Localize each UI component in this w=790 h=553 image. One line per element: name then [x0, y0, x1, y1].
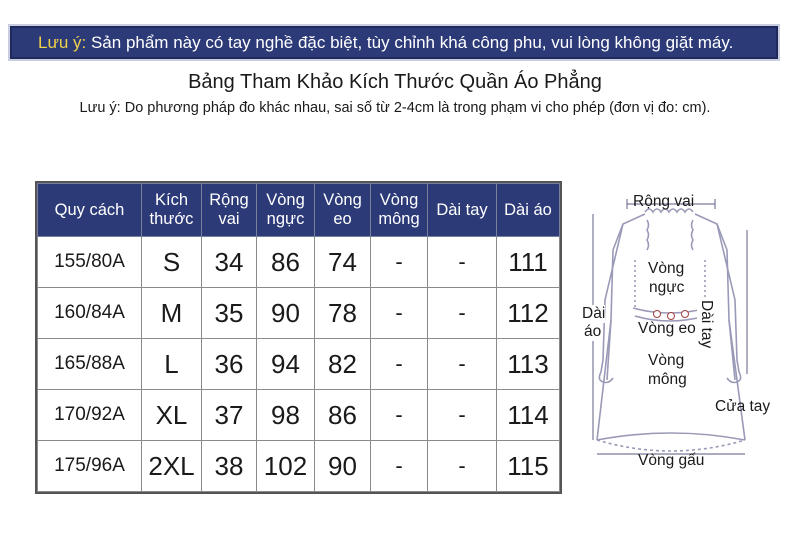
table-cell: 155/80A	[38, 237, 142, 288]
size-table	[37, 183, 560, 492]
header-cell: Vòng ngực	[257, 184, 315, 237]
label-chest-1: Vòng	[648, 260, 685, 277]
label-hip-1: Vòng	[648, 352, 685, 369]
table-cell: 38	[202, 441, 257, 492]
label-hem: Vòng gấu	[638, 452, 705, 469]
notice-banner	[10, 26, 778, 59]
table-cell: 102	[257, 441, 315, 492]
table-cell: 114	[497, 390, 560, 441]
table-cell: 170/92A	[38, 390, 142, 441]
table-cell: S	[142, 237, 202, 288]
label-length-1: Dài	[582, 305, 606, 322]
notice-text: Sản phẩm này có tay nghề đặc biệt, tùy chỉnh khá công phu, vui lòng không giặt máy.	[86, 32, 734, 52]
table-cell: 2XL	[142, 441, 202, 492]
label-sleeve: Dài tay	[698, 300, 715, 349]
table-cell: -	[428, 339, 497, 390]
page-title: Bảng Tham Khảo Kích Thước Quần Áo Phẳng	[188, 71, 602, 93]
table-cell: 37	[202, 390, 257, 441]
table-cell: 74	[315, 237, 371, 288]
garment-diagram	[575, 190, 790, 480]
table-header-row	[38, 184, 560, 237]
header-cell: Quy cách	[38, 184, 142, 237]
table-cell: M	[142, 288, 202, 339]
table-cell: 34	[202, 237, 257, 288]
table-cell: 175/96A	[38, 441, 142, 492]
table-cell: 165/88A	[38, 339, 142, 390]
header-cell: Dài tay	[428, 184, 497, 237]
table-cell: 111	[497, 237, 560, 288]
table-cell: 86	[257, 237, 315, 288]
header-cell: Vòng eo	[315, 184, 371, 237]
table-cell: 112	[497, 288, 560, 339]
table-cell: -	[371, 441, 428, 492]
notice-lead: Lưu ý:	[38, 32, 87, 52]
table-cell: -	[371, 390, 428, 441]
table-cell: 160/84A	[38, 288, 142, 339]
label-waist: Vòng eo	[638, 320, 696, 337]
label-chest-2: ngực	[649, 279, 685, 296]
table-cell: 78	[315, 288, 371, 339]
table-cell: 94	[257, 339, 315, 390]
label-hip-2: mông	[648, 371, 687, 388]
table-cell: 98	[257, 390, 315, 441]
header-cell: Dài áo	[497, 184, 560, 237]
table-cell: 82	[315, 339, 371, 390]
table-row	[38, 288, 560, 339]
table-cell: 90	[315, 441, 371, 492]
page-subtitle: Lưu ý: Do phương pháp đo khác nhau, sai số từ 2-4cm là trong phạm vi cho phép (đơn vị đo: cm).	[79, 100, 711, 116]
table-cell: XL	[142, 390, 202, 441]
table-cell: 90	[257, 288, 315, 339]
table-row	[38, 339, 560, 390]
table-cell: -	[371, 339, 428, 390]
table-cell: -	[428, 390, 497, 441]
table-cell: 36	[202, 339, 257, 390]
header-cell: Rộng vai	[202, 184, 257, 237]
table-cell: -	[428, 237, 497, 288]
label-cuff: Cửa tay	[715, 398, 771, 415]
table-cell: 115	[497, 441, 560, 492]
header-cell: Vòng mông	[371, 184, 428, 237]
table-cell: -	[371, 237, 428, 288]
table-cell: L	[142, 339, 202, 390]
label-shoulder: Rộng vai	[633, 193, 695, 210]
header-cell: Kích thước	[142, 184, 202, 237]
table-row	[38, 390, 560, 441]
label-length-2: áo	[584, 323, 602, 340]
table-cell: 35	[202, 288, 257, 339]
table-row	[38, 441, 560, 492]
table-row	[38, 237, 560, 288]
table-cell: 113	[497, 339, 560, 390]
table-cell: -	[428, 288, 497, 339]
table-cell: 86	[315, 390, 371, 441]
table-cell: -	[428, 441, 497, 492]
table-cell: -	[371, 288, 428, 339]
